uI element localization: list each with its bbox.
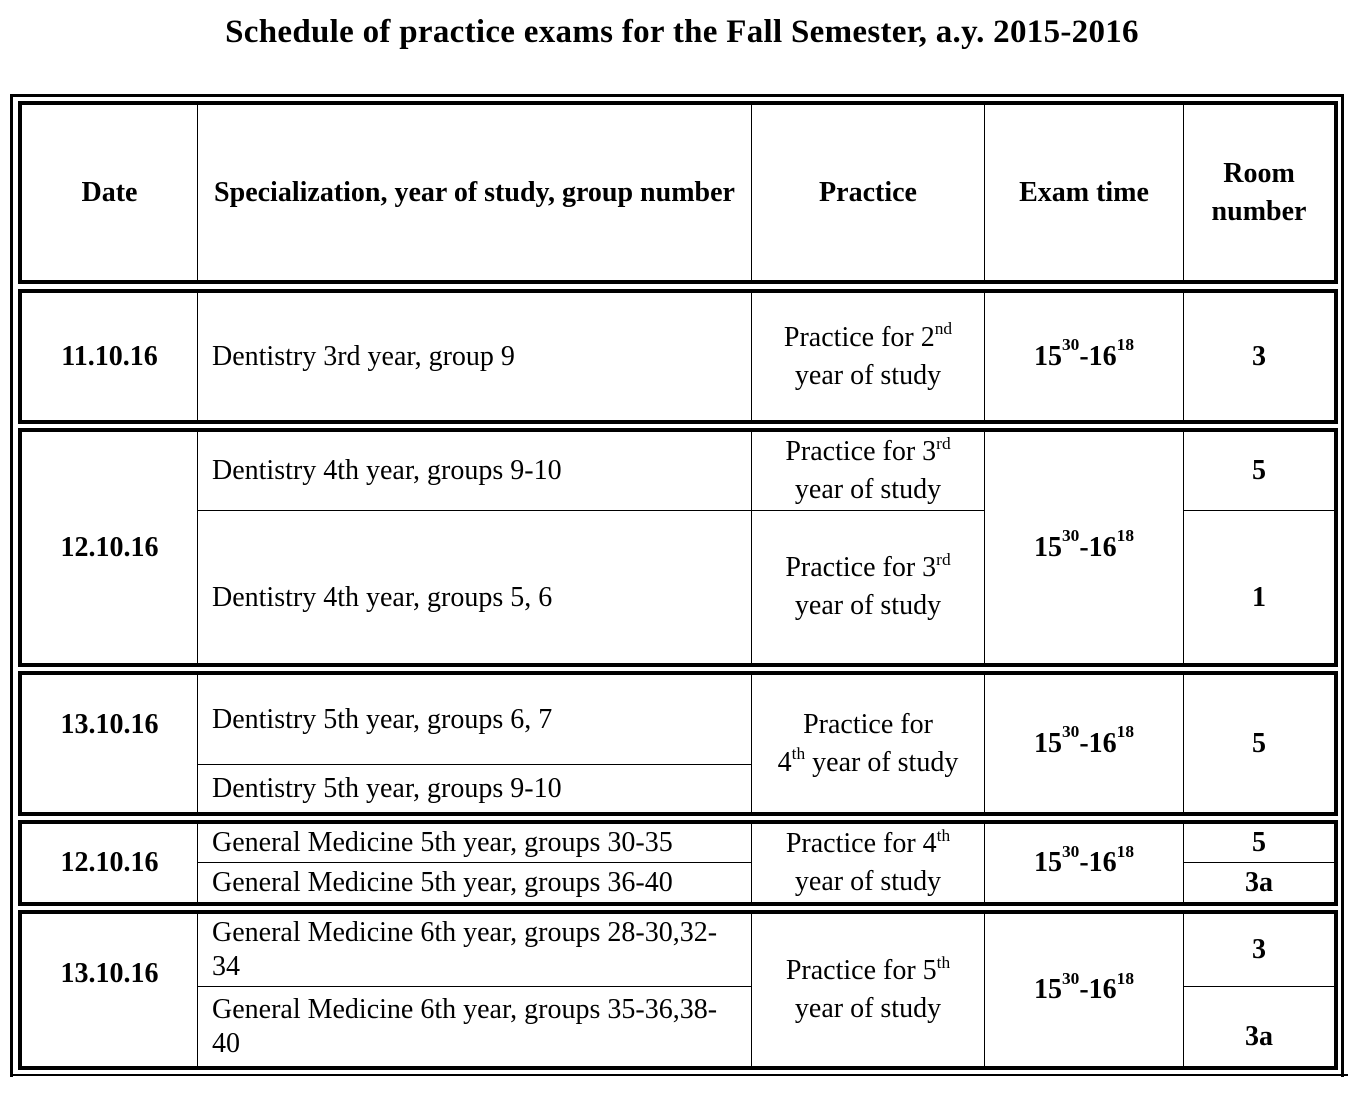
exam-section-2 — [18, 428, 1338, 667]
specialization-cell: Dentistry 4th year, groups 5, 6 — [212, 582, 553, 613]
specialization-cell: Dentistry 5th year, groups 6, 7 — [212, 703, 553, 735]
exam-section-3 — [18, 671, 1338, 816]
specialization-cell: Dentistry 5th year, groups 9-10 — [212, 772, 562, 804]
exam-date: 13.10.16 — [60, 958, 159, 989]
column-header-room: Room number — [1211, 157, 1307, 227]
exam-date: 12.10.16 — [60, 531, 159, 563]
exam-date: 12.10.16 — [60, 847, 159, 878]
column-header-exam-time: Exam time — [1019, 176, 1149, 208]
specialization-cell: General Medicine 6th year, groups 28-30,32-34 — [212, 917, 718, 982]
exam-time: 15 $^{30}$ - 16 $^{18}$ — [1033, 841, 1135, 878]
room-number: 5 — [1252, 727, 1266, 759]
room-number: 3 — [1252, 934, 1266, 965]
exam-section-5 — [18, 910, 1338, 1070]
table-bottom-rule — [10, 1074, 1348, 1076]
exam-section-4 — [18, 820, 1338, 906]
room-number: 5 — [1252, 455, 1266, 486]
practice-cell: Practice for 5th year of study — [785, 952, 951, 1024]
specialization-cell: Dentistry 3rd year, group 9 — [212, 340, 515, 372]
column-header-practice: Practice — [819, 176, 917, 208]
specialization-cell: General Medicine 5th year, groups 36-40 — [212, 866, 673, 898]
exam-time: 15 $^{30}$ - 16 $^{18}$ — [1033, 968, 1135, 1005]
room-number: 3 — [1252, 340, 1266, 372]
room-number: 3a — [1245, 1020, 1273, 1052]
room-number: 5 — [1252, 827, 1266, 858]
table-header — [18, 101, 1338, 284]
practice-cell: Practice for 3rd year of study — [785, 549, 951, 621]
specialization-cell: General Medicine 5th year, groups 30-35 — [212, 827, 673, 858]
practice-cell: Practice for 4th year of study — [777, 708, 959, 778]
column-header-date: Date — [81, 176, 138, 208]
exam-section-1 — [18, 289, 1338, 424]
room-number: 1 — [1252, 582, 1266, 613]
exam-time: 15 $^{30}$ - 16 $^{18}$ — [1033, 722, 1135, 759]
specialization-cell: Dentistry 4th year, groups 9-10 — [212, 455, 562, 486]
page-title: Schedule of practice exams for the Fall Semester, a.y. 2015-2016 — [225, 14, 1139, 50]
exam-date: 13.10.16 — [60, 709, 159, 740]
column-header-specialization: Specialization, year of study, group number — [214, 176, 735, 208]
room-number: 3a — [1245, 866, 1273, 898]
exam-time: 15 $^{30}$ - 16 $^{18}$ — [1033, 335, 1135, 372]
practice-cell: Practice for 4th year of study — [785, 825, 951, 897]
practice-cell: Practice for 3rd year of study — [785, 433, 951, 505]
specialization-cell: General Medicine 6th year, groups 35-36,38-40 — [212, 993, 718, 1059]
exam-date: 11.10.16 — [61, 340, 158, 372]
practice-cell: Practice for 2nd year of study — [783, 319, 953, 391]
exam-time: 15 $^{30}$ - 16 $^{18}$ — [1033, 526, 1135, 563]
